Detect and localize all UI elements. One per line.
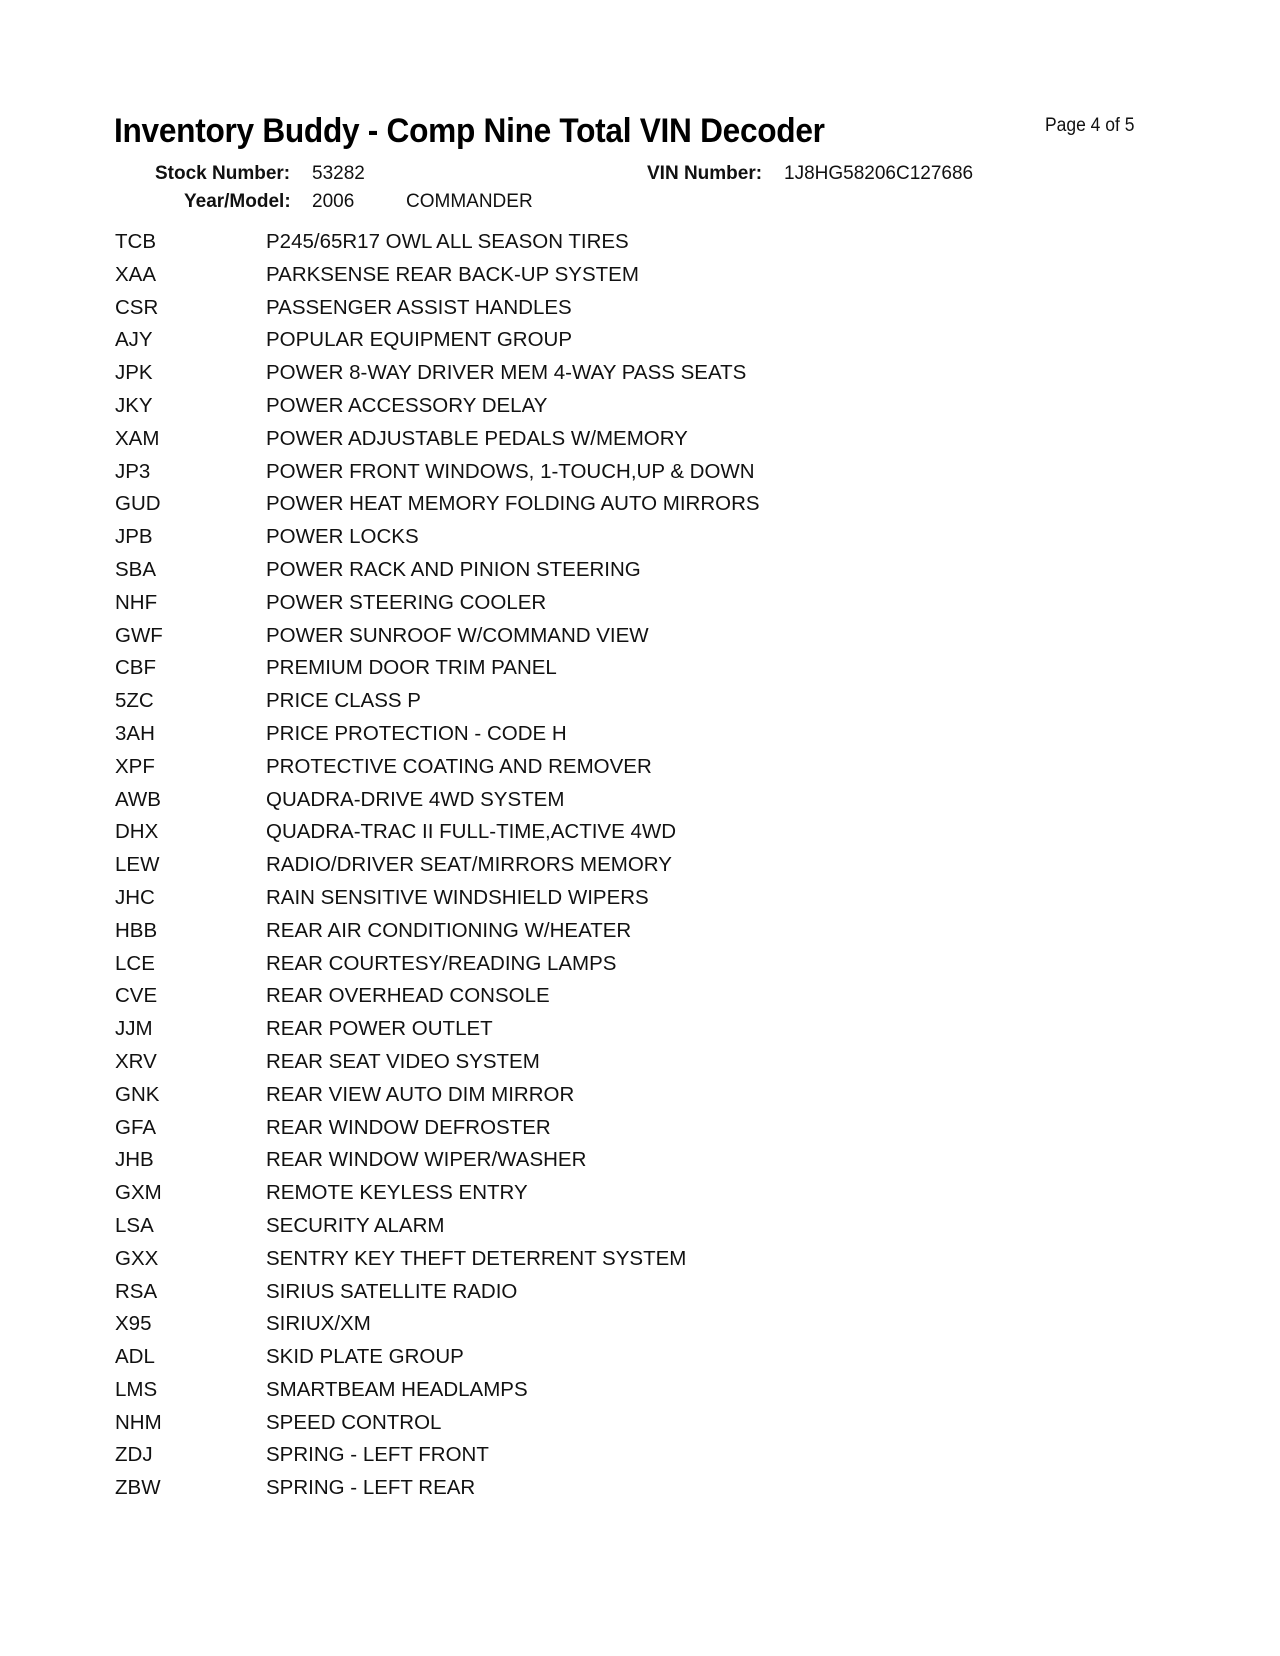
option-description: SKID PLATE GROUP: [266, 1345, 464, 1369]
option-code: XRV: [115, 1049, 157, 1073]
option-description: PRICE PROTECTION - CODE H: [266, 721, 567, 745]
option-description: POWER HEAT MEMORY FOLDING AUTO MIRRORS: [266, 492, 760, 516]
option-description: REAR COURTESY/READING LAMPS: [266, 951, 617, 975]
option-description: PASSENGER ASSIST HANDLES: [266, 295, 572, 319]
option-description: REAR AIR CONDITIONING W/HEATER: [266, 918, 632, 942]
option-code: GXM: [115, 1181, 162, 1205]
option-code-list: [115, 230, 1015, 1509]
option-code: XAA: [115, 262, 157, 286]
option-row: [115, 394, 1015, 427]
option-code: JPK: [115, 361, 153, 385]
year-model-label: Year/Model:: [184, 191, 291, 212]
option-code: LMS: [115, 1377, 158, 1401]
option-row: [115, 1017, 1015, 1050]
option-description: PROTECTIVE COATING AND REMOVER: [266, 754, 652, 778]
option-code: AJY: [115, 328, 153, 352]
option-row: [115, 1214, 1015, 1247]
option-row: [115, 755, 1015, 788]
option-description: QUADRA-DRIVE 4WD SYSTEM: [266, 787, 565, 811]
option-description: REAR VIEW AUTO DIM MIRROR: [266, 1082, 575, 1106]
option-description: SIRIUX/XM: [266, 1312, 371, 1336]
option-description: SPRING - LEFT FRONT: [266, 1443, 489, 1467]
option-row: [115, 230, 1015, 263]
option-row: [115, 460, 1015, 493]
option-code: JP3: [115, 459, 151, 483]
option-code: LSA: [115, 1213, 154, 1237]
option-code: DHX: [115, 820, 159, 844]
option-code: JHB: [115, 1148, 154, 1172]
option-row: [115, 591, 1015, 624]
option-description: SPRING - LEFT REAR: [266, 1476, 476, 1500]
option-description: PARKSENSE REAR BACK-UP SYSTEM: [266, 262, 639, 286]
option-row: [115, 689, 1015, 722]
option-row: [115, 558, 1015, 591]
option-code: JHC: [115, 885, 155, 909]
option-row: [115, 361, 1015, 394]
vin-number-value: 1J8HG58206C127686: [784, 163, 974, 184]
option-code: AWB: [115, 787, 161, 811]
option-row: [115, 1312, 1015, 1345]
option-description: SIRIUS SATELLITE RADIO: [266, 1279, 518, 1303]
option-code: ADL: [115, 1345, 155, 1369]
option-code: CVE: [115, 984, 158, 1008]
option-description: POWER RACK AND PINION STEERING: [266, 557, 641, 581]
option-code: JJM: [115, 1017, 153, 1041]
option-code: TCB: [115, 230, 156, 253]
option-description: RAIN SENSITIVE WINDSHIELD WIPERS: [266, 885, 649, 909]
option-row: [115, 886, 1015, 919]
option-description: SECURITY ALARM: [266, 1213, 445, 1237]
option-code: RSA: [115, 1279, 158, 1303]
option-code: HBB: [115, 918, 158, 942]
option-code: GUD: [115, 492, 161, 516]
stock-number-value: 53282: [312, 163, 365, 184]
option-row: [115, 1083, 1015, 1116]
option-description: POWER STEERING COOLER: [266, 590, 547, 614]
option-row: [115, 1280, 1015, 1313]
option-row: [115, 952, 1015, 985]
option-row: [115, 1378, 1015, 1411]
option-description: POWER FRONT WINDOWS, 1-TOUCH,UP & DOWN: [266, 459, 755, 483]
option-description: SENTRY KEY THEFT DETERRENT SYSTEM: [266, 1246, 687, 1270]
option-row: [115, 427, 1015, 460]
option-row: [115, 788, 1015, 821]
option-row: [115, 656, 1015, 689]
option-description: PRICE CLASS P: [266, 689, 421, 713]
option-row: [115, 1181, 1015, 1214]
option-row: [115, 1116, 1015, 1149]
option-description: SMARTBEAM HEADLAMPS: [266, 1377, 528, 1401]
option-description: PREMIUM DOOR TRIM PANEL: [266, 656, 557, 680]
document-title: Inventory Buddy - Comp Nine Total VIN Decoder: [114, 112, 825, 150]
option-description: POPULAR EQUIPMENT GROUP: [266, 328, 573, 352]
option-code: GFA: [115, 1115, 157, 1139]
option-description: SPEED CONTROL: [266, 1410, 442, 1434]
option-row: [115, 1411, 1015, 1444]
option-row: [115, 1148, 1015, 1181]
option-code: JKY: [115, 393, 153, 417]
option-code: JPB: [115, 525, 153, 549]
option-code: CBF: [115, 656, 156, 680]
page-number: Page 4 of 5: [1045, 115, 1135, 136]
option-row: [115, 1476, 1015, 1509]
option-code: CSR: [115, 295, 159, 319]
option-row: [115, 853, 1015, 886]
option-description: POWER LOCKS: [266, 525, 419, 549]
option-description: POWER ACCESSORY DELAY: [266, 393, 548, 417]
option-code: LEW: [115, 853, 160, 877]
option-description: REAR OVERHEAD CONSOLE: [266, 984, 550, 1008]
option-row: [115, 1345, 1015, 1378]
option-row: [115, 722, 1015, 755]
vin-number-label: VIN Number:: [647, 163, 763, 184]
option-row: [115, 820, 1015, 853]
option-code: GNK: [115, 1082, 160, 1106]
option-code: XAM: [115, 426, 160, 450]
option-row: [115, 919, 1015, 952]
option-code: XPF: [115, 754, 155, 778]
option-description: POWER ADJUSTABLE PEDALS W/MEMORY: [266, 426, 688, 450]
option-description: REMOTE KEYLESS ENTRY: [266, 1181, 528, 1205]
option-description: QUADRA-TRAC II FULL-TIME,ACTIVE 4WD: [266, 820, 677, 844]
option-code: X95: [115, 1312, 152, 1336]
option-description: REAR POWER OUTLET: [266, 1017, 493, 1041]
option-code: LCE: [115, 951, 155, 975]
option-code: GWF: [115, 623, 163, 647]
option-code: GXX: [115, 1246, 159, 1270]
option-row: [115, 1443, 1015, 1476]
option-code: NHM: [115, 1410, 162, 1434]
option-row: [115, 1247, 1015, 1280]
option-description: REAR WINDOW WIPER/WASHER: [266, 1148, 587, 1172]
stock-number-label: Stock Number:: [155, 163, 291, 184]
option-code: SBA: [115, 557, 157, 581]
option-code: ZDJ: [115, 1443, 153, 1467]
option-code: ZBW: [115, 1476, 161, 1500]
option-description: REAR SEAT VIDEO SYSTEM: [266, 1049, 540, 1073]
option-description: POWER 8-WAY DRIVER MEM 4-WAY PASS SEATS: [266, 361, 747, 385]
option-description: RADIO/DRIVER SEAT/MIRRORS MEMORY: [266, 853, 672, 877]
option-row: [115, 492, 1015, 525]
option-code: 5ZC: [115, 689, 154, 713]
option-row: [115, 525, 1015, 558]
option-row: [115, 984, 1015, 1017]
option-code: NHF: [115, 590, 158, 614]
option-row: [115, 296, 1015, 329]
model-year-value: 2006: [312, 191, 355, 212]
option-code: 3AH: [115, 721, 155, 745]
option-row: [115, 263, 1015, 296]
option-row: [115, 624, 1015, 657]
option-description: POWER SUNROOF W/COMMAND VIEW: [266, 623, 649, 647]
option-row: [115, 328, 1015, 361]
model-name-value: COMMANDER: [406, 191, 533, 212]
option-row: [115, 1050, 1015, 1083]
option-description: P245/65R17 OWL ALL SEASON TIRES: [266, 230, 629, 253]
option-description: REAR WINDOW DEFROSTER: [266, 1115, 551, 1139]
